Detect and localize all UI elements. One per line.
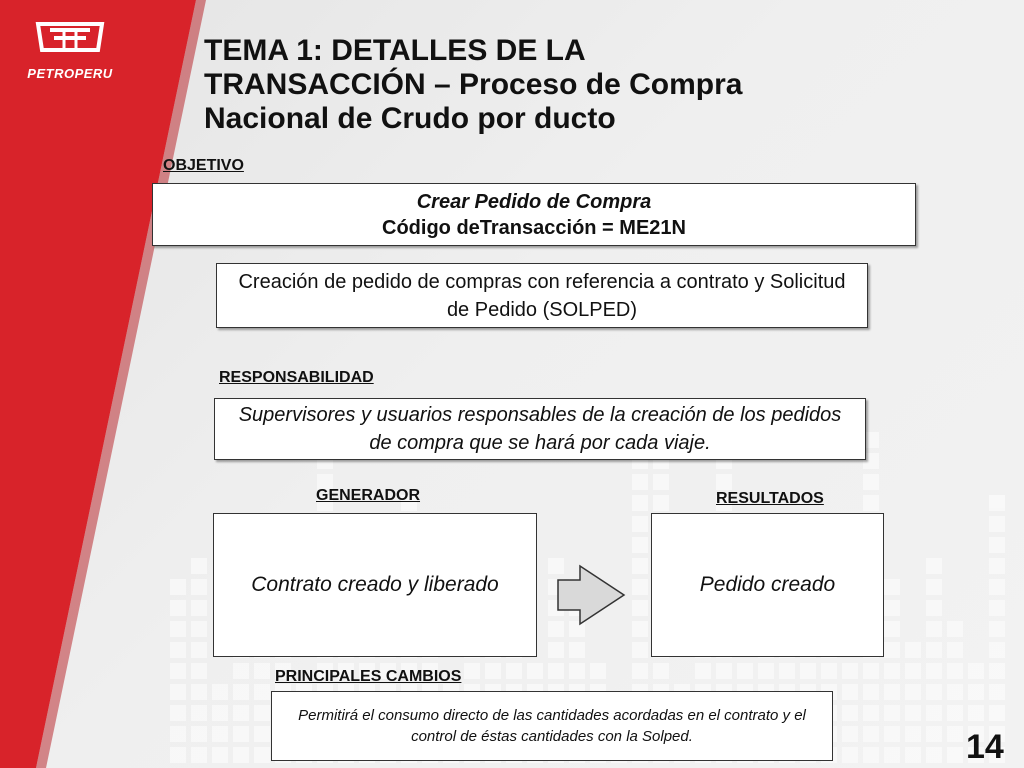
resultados-text: Pedido creado: [699, 573, 836, 596]
generador-text: Contrato creado y liberado: [251, 573, 499, 596]
principales-cambios-text: Permitirá el consumo directo de las cantidades acordadas en el contrato y el control de éstas cantidades con la Solped.: [298, 707, 806, 745]
principales-cambios-label: PRINCIPALES CAMBIOS: [275, 668, 462, 685]
principales-cambios-box: [271, 691, 833, 761]
responsabilidad-text: Supervisores y usuarios responsables de la creación de los pedidos de compra que se hará por cada viaje.: [238, 404, 842, 454]
logo-text: PETROPERU: [27, 66, 113, 81]
objetivo-description-box: [216, 263, 868, 328]
responsabilidad-box: [214, 398, 866, 460]
resultados-box: [651, 513, 884, 657]
title-line-1: TEMA 1: DETALLES DE LA: [204, 34, 586, 67]
generador-label: GENERADOR: [316, 487, 421, 504]
generador-box: [213, 513, 537, 657]
page-number: 14: [966, 728, 1004, 766]
objetivo-line-1: Crear Pedido de Compra: [416, 190, 652, 213]
objetivo-description: Creación de pedido de compras con referencia a contrato y Solicitud de Pedido (SOLPED): [238, 270, 846, 321]
petroperu-logo: [14, 20, 126, 90]
page-title: [204, 34, 884, 136]
resultados-label: RESULTADOS: [716, 490, 824, 507]
logo-emblem-icon: [14, 20, 126, 66]
flow-arrow-icon: [556, 564, 628, 626]
title-line-3: Nacional de Crudo por ducto: [204, 102, 616, 135]
responsabilidad-label: RESPONSABILIDAD: [219, 369, 374, 386]
title-line-2: TRANSACCIÓN – Proceso de Compra: [204, 68, 743, 101]
objetivo-label: OBJETIVO: [163, 157, 244, 174]
objetivo-line-2: Código deTransacción = ME21N: [382, 216, 686, 239]
objetivo-box: [152, 183, 916, 246]
